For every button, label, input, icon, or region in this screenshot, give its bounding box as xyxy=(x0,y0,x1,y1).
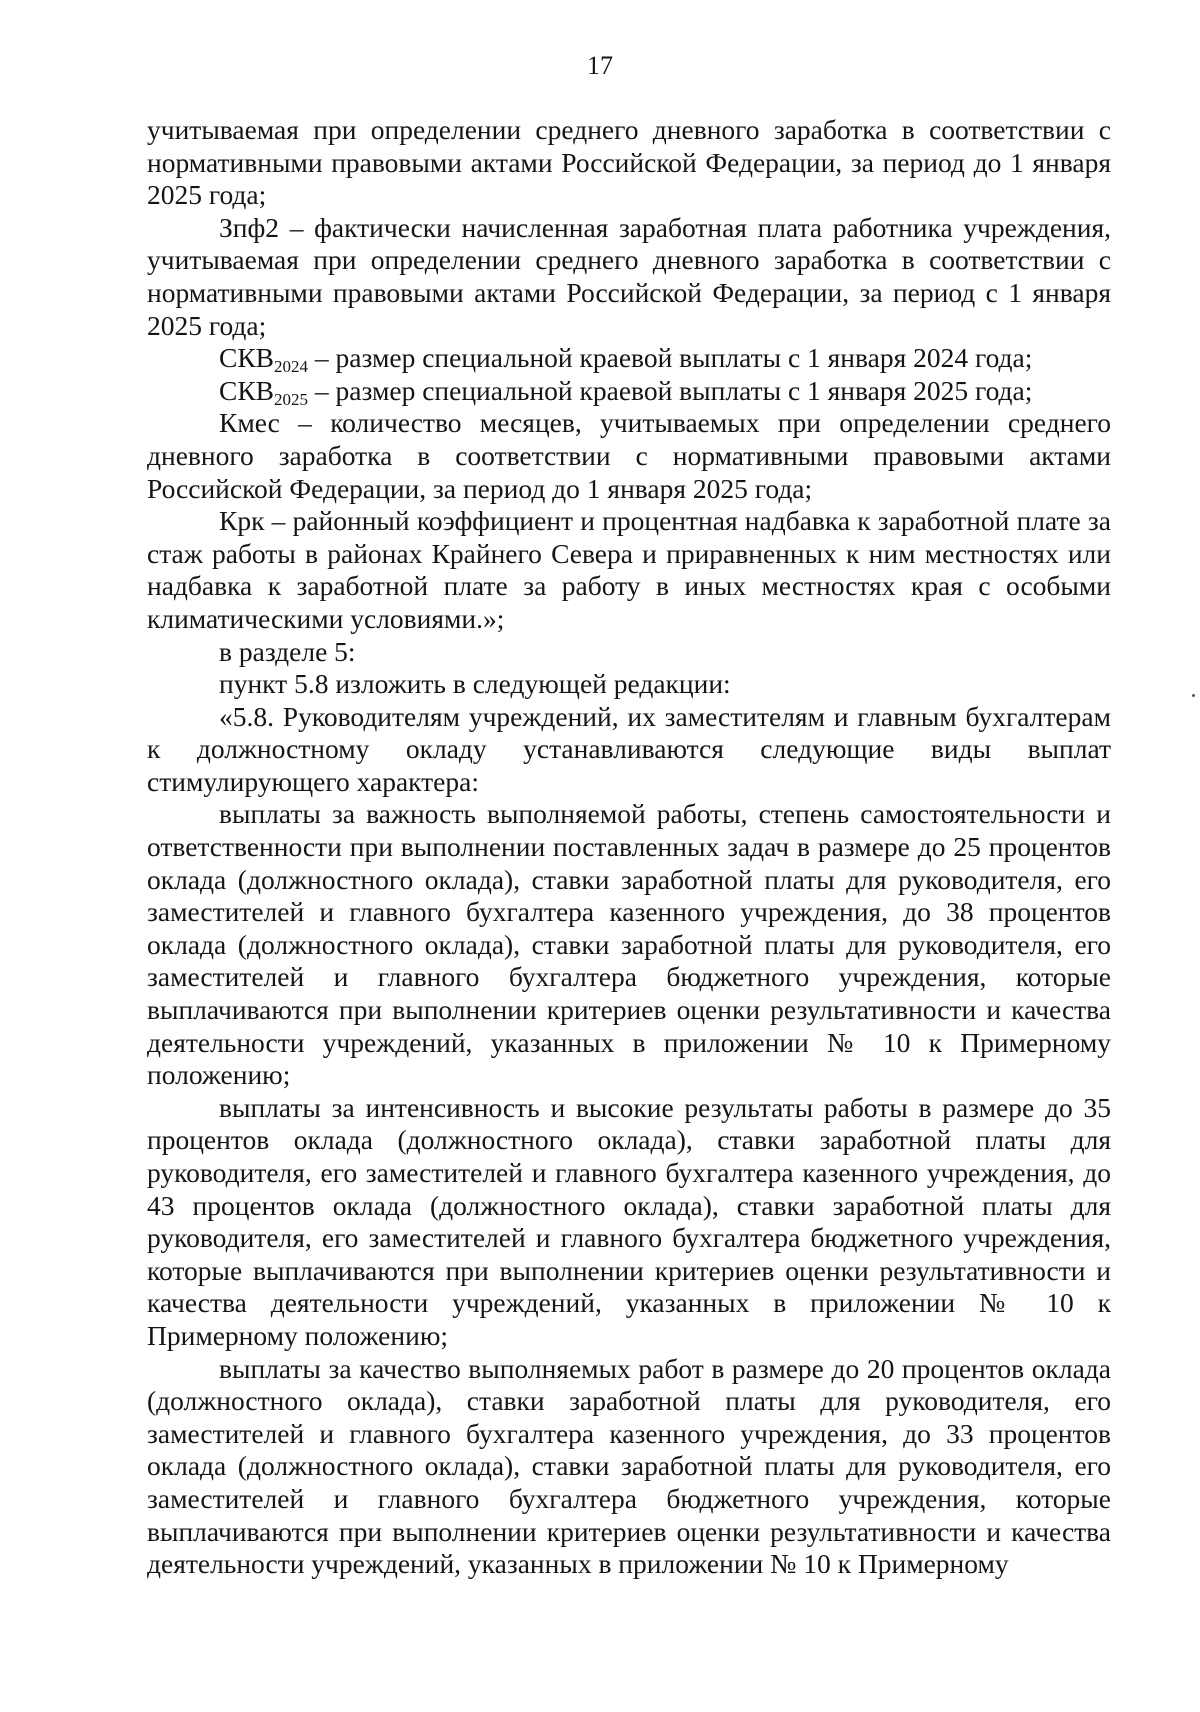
paragraph-continuation: учитываемая при определении среднего дневного заработка в соответствии с нормативными правовыми актами Российской Федерации, за период до 1 января 2025 года; xyxy=(147,114,1111,211)
scan-artifact-dot xyxy=(1192,694,1195,697)
symbol-subscript: 2024 xyxy=(274,357,309,377)
paragraph-payment-intensity: выплаты за интенсивность и высокие результаты работы в размере до 35 процентов оклада (должностного оклада), ставки заработной платы для руководителя, его заместителей и главного бухгалтера казенного учреждения, до 43 процентов оклада (должностного оклада), ставки заработной платы для руководителя, его заместителей и главного бухгалтера бюджетного учреждения, которые выплачиваются при выполнении критериев оценки результативности и качества деятельности учреждений, указанных в приложении № 10 к Примерному положению; xyxy=(147,1091,1111,1351)
paragraph-skv2024-definition xyxy=(147,342,1111,375)
paragraph-section-5: в разделе 5: xyxy=(219,635,356,667)
paragraph-clause-5-8-intro: пункт 5.8 изложить в следующей редакции: xyxy=(219,668,731,700)
paragraph-kmes-definition: Кмес – количество месяцев, учитываемых при определении среднего дневного заработка в соответствии с нормативными правовыми актами Российской Федерации, за период до 1 января 2025 года; xyxy=(147,407,1111,504)
paragraph-payment-importance: выплаты за важность выполняемой работы, степень самостоятельности и ответственности при выполнении поставленных задач в размере до 25 процентов оклада (должностного оклада), ставки заработной платы для руководителя, его заместителей и главного бухгалтера казенного учреждения, до 38 процентов оклада (должностного оклада), ставки заработной платы для руководителя, его заместителей и главного бухгалтера бюджетного учреждения, которые выплачиваются при выполнении критериев оценки результативности и качества деятельности учреждений, указанных в приложении № 10 к Примерному положению; xyxy=(147,798,1111,1091)
definition-text: – размер специальной краевой выплаты с 1 января 2025 года; xyxy=(308,374,1033,406)
document-body xyxy=(147,114,1111,1581)
paragraph-zpf2-definition: Зпф2 – фактически начисленная заработная плата работника учреждения, учитываемая при определении среднего дневного заработка в соответствии с нормативными правовыми актами Российской Федерации, за период с 1 января 2025 года; xyxy=(147,211,1111,341)
symbol-skv: СКВ xyxy=(219,342,275,374)
paragraph-krk-definition: Крк – районный коэффициент и процентная надбавка к заработной плате за стаж работы в районах Крайнего Севера и приравненных к ним местностях или надбавка к заработной плате за работу в иных местностях края с особыми климатическими условиями.»; xyxy=(147,505,1111,634)
paragraph-clause-5-8: «5.8. Руководителям учреждений, их заместителям и главным бухгалтерам к должностному окладу устанавливаются следующие виды выплат стимулирующего характера: xyxy=(147,700,1111,797)
paragraph-payment-quality: выплаты за качество выполняемых работ в размере до 20 процентов оклада (должностного оклада), ставки заработной платы для руководителя, его заместителей и главного бухгалтера казенного учреждения, до 33 процентов оклада (должностного оклада), ставки заработной платы для руководителя, его заместителей и главного бухгалтера бюджетного учреждения, которые выплачиваются при выполнении критериев оценки результативности и качества деятельности учреждений, указанных в приложении № 10 к Примерному xyxy=(147,1352,1111,1580)
paragraph-skv2025-definition xyxy=(147,375,1111,408)
symbol-skv: СКВ xyxy=(219,374,275,406)
page-number: 17 xyxy=(587,51,613,80)
definition-text: – размер специальной краевой выплаты с 1 января 2024 года; xyxy=(308,342,1033,374)
symbol-subscript: 2025 xyxy=(274,389,309,409)
